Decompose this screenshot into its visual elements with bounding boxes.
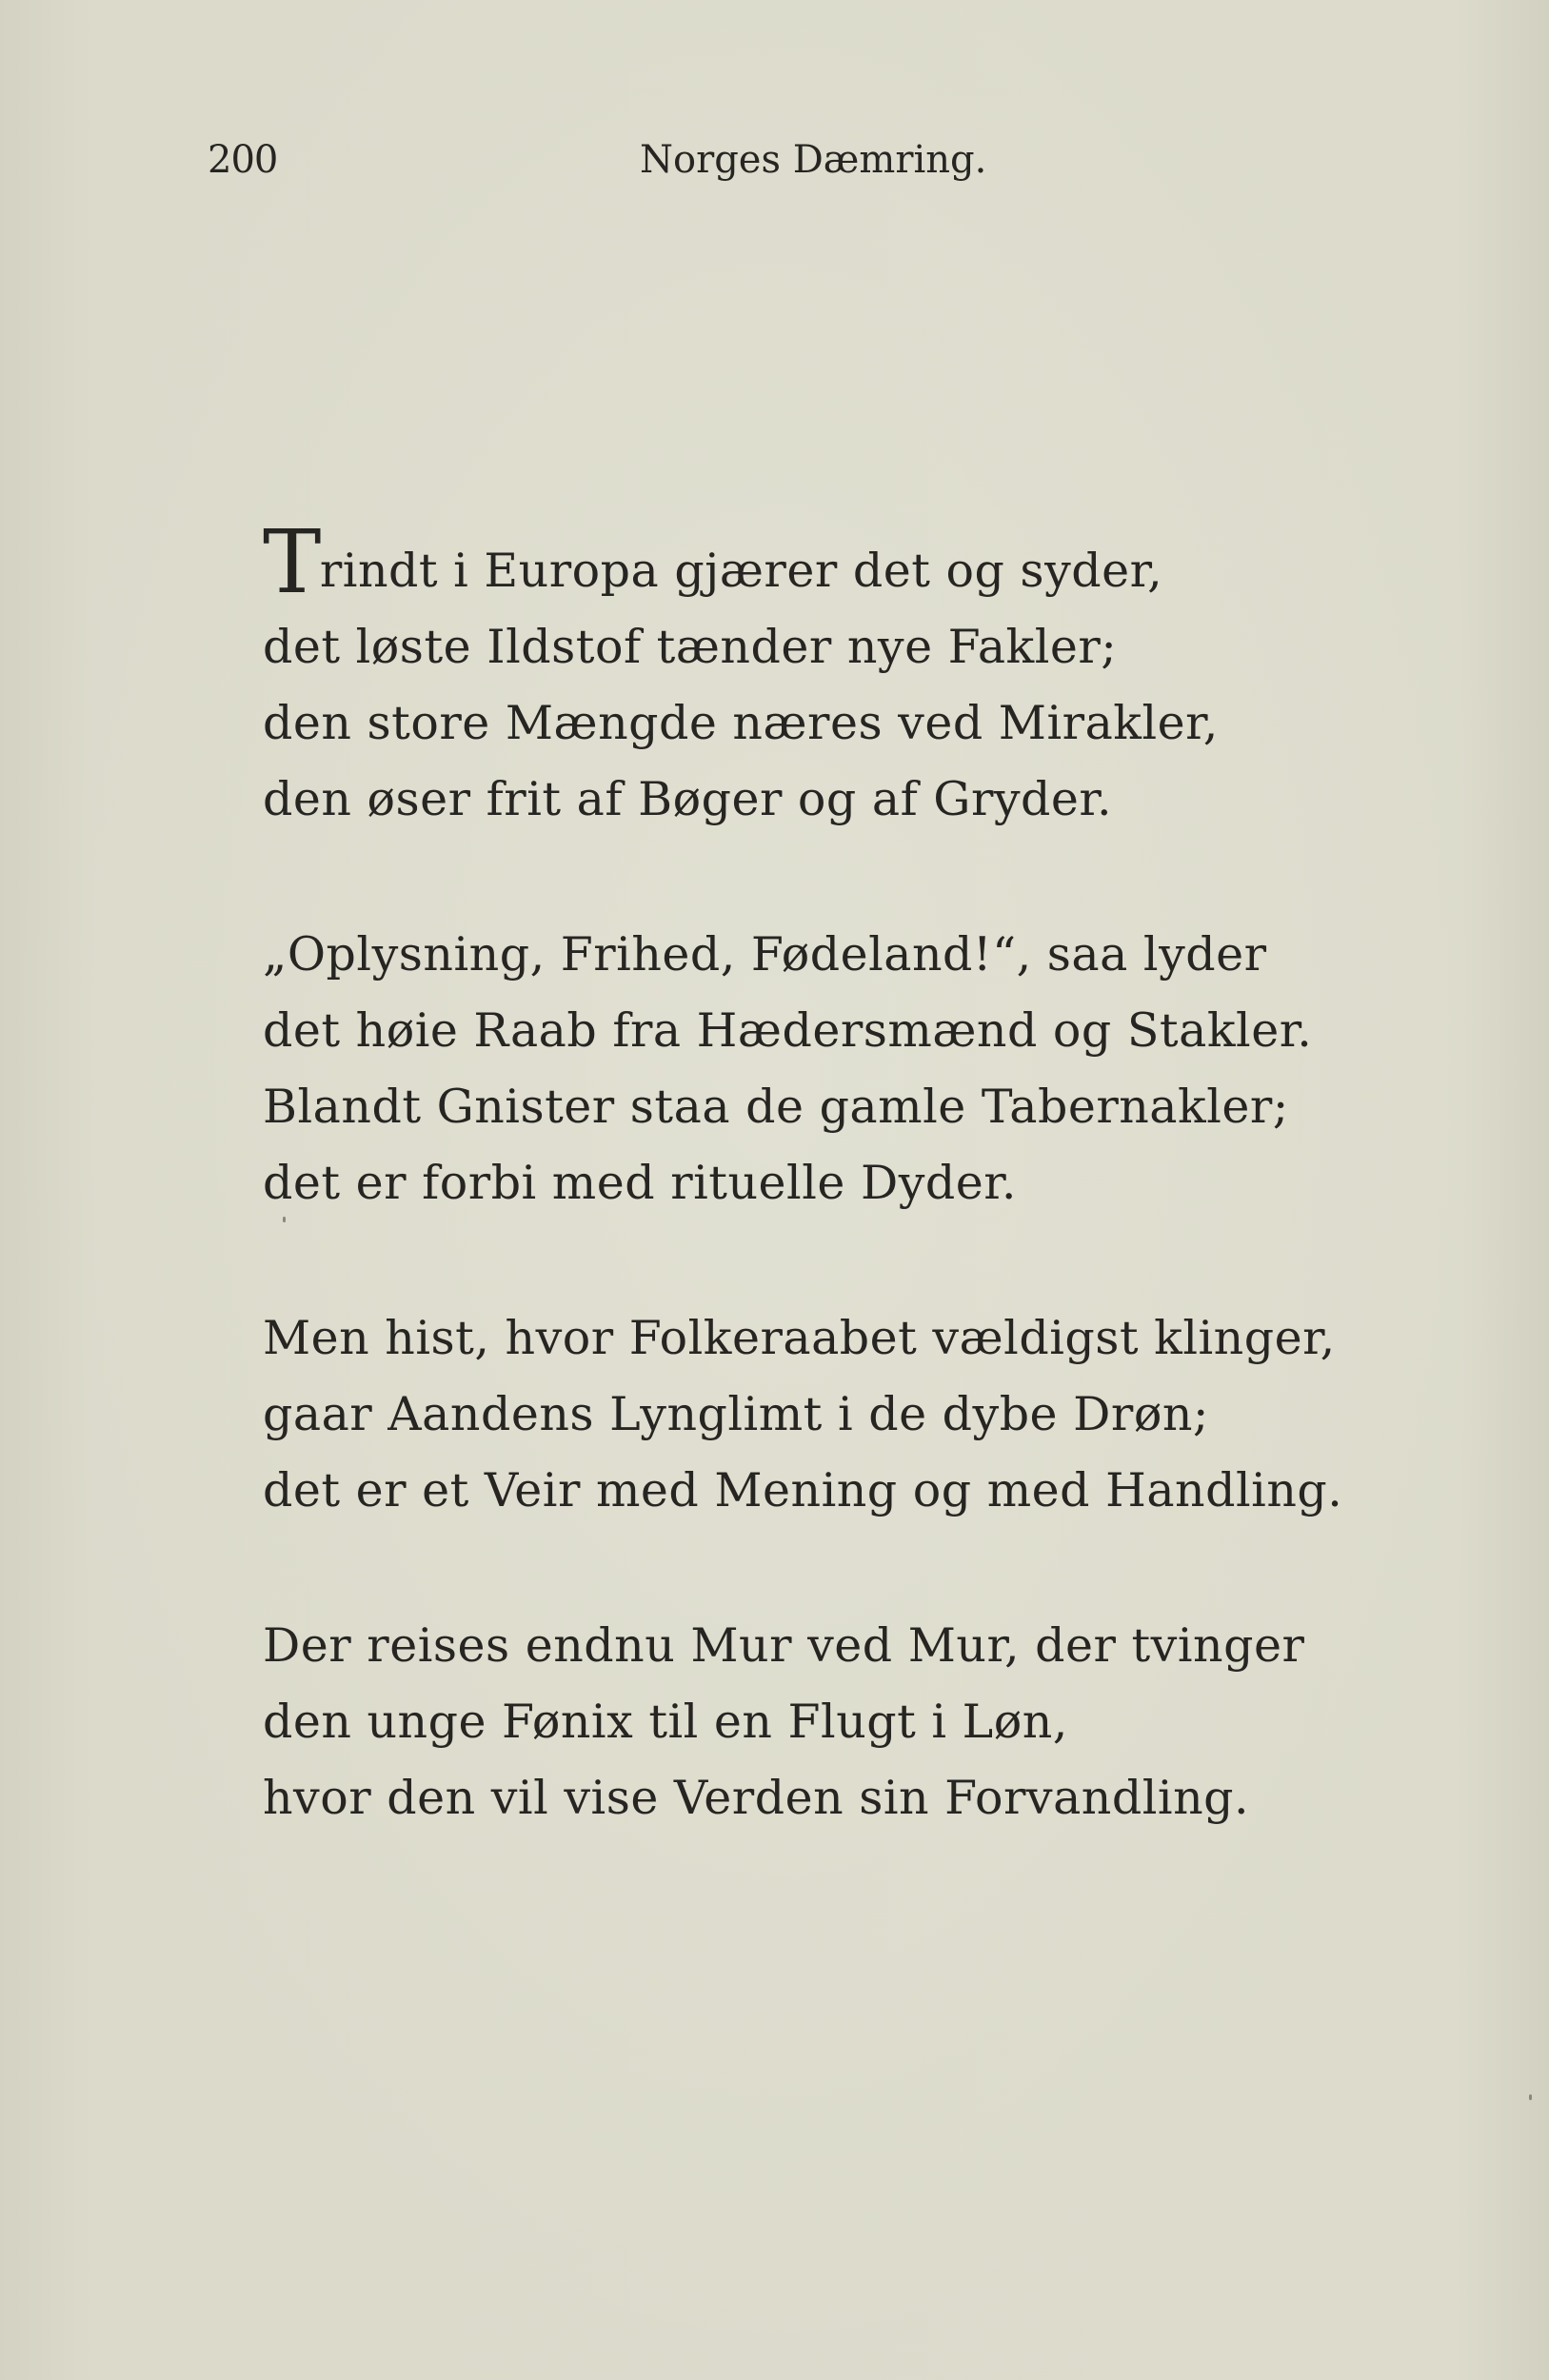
poem-line: den store Mængde næres ved Mirakler, (263, 696, 1219, 750)
poem-line: Men hist, hvor Folkeraabet vældigst klinger, (263, 1311, 1336, 1365)
poem (263, 511, 1405, 1836)
page-number: 200 (208, 138, 278, 182)
poem-line: den øser frit af Bøger og af Gryder. (263, 772, 1113, 826)
poem-line: Blandt Gnister staa de gamle Tabernakler; (263, 1080, 1289, 1134)
line-text: rindt i Europa gjærer det og syder, (319, 544, 1163, 598)
poem-line: gaar Aandens Lynglimt i de dybe Drøn; (263, 1387, 1209, 1441)
poem-line: det er et Veir med Mening og med Handling. (263, 1463, 1343, 1517)
poem-line: det er forbi med rituelle Dyder. (263, 1156, 1017, 1210)
page-header (208, 138, 1255, 186)
running-title: Norges Dæmring. (640, 138, 987, 182)
poem-line: Der reises endnu Mur ved Mur, der tvinger (263, 1618, 1305, 1673)
poem-line: den unge Fønix til en Flugt i Løn, (263, 1695, 1068, 1749)
poem-line: det høie Raab fra Hædersmænd og Stakler. (263, 1003, 1313, 1058)
print-speck (1529, 2094, 1532, 2100)
stanza-3 (263, 1300, 1405, 1529)
drop-cap-initial: T (263, 511, 322, 613)
stanza-4 (263, 1608, 1405, 1836)
stanza-2 (263, 917, 1405, 1221)
stanza-1 (263, 511, 1405, 838)
print-speck (283, 1217, 286, 1222)
poem-line: „Oplysning, Frihed, Fødeland!“, saa lyder (263, 927, 1267, 982)
poem-line: hvor den vil vise Verden sin Forvandling. (263, 1771, 1250, 1825)
poem-line (263, 511, 1405, 613)
poem-line: det løste Ildstof tænder nye Fakler; (263, 620, 1118, 674)
